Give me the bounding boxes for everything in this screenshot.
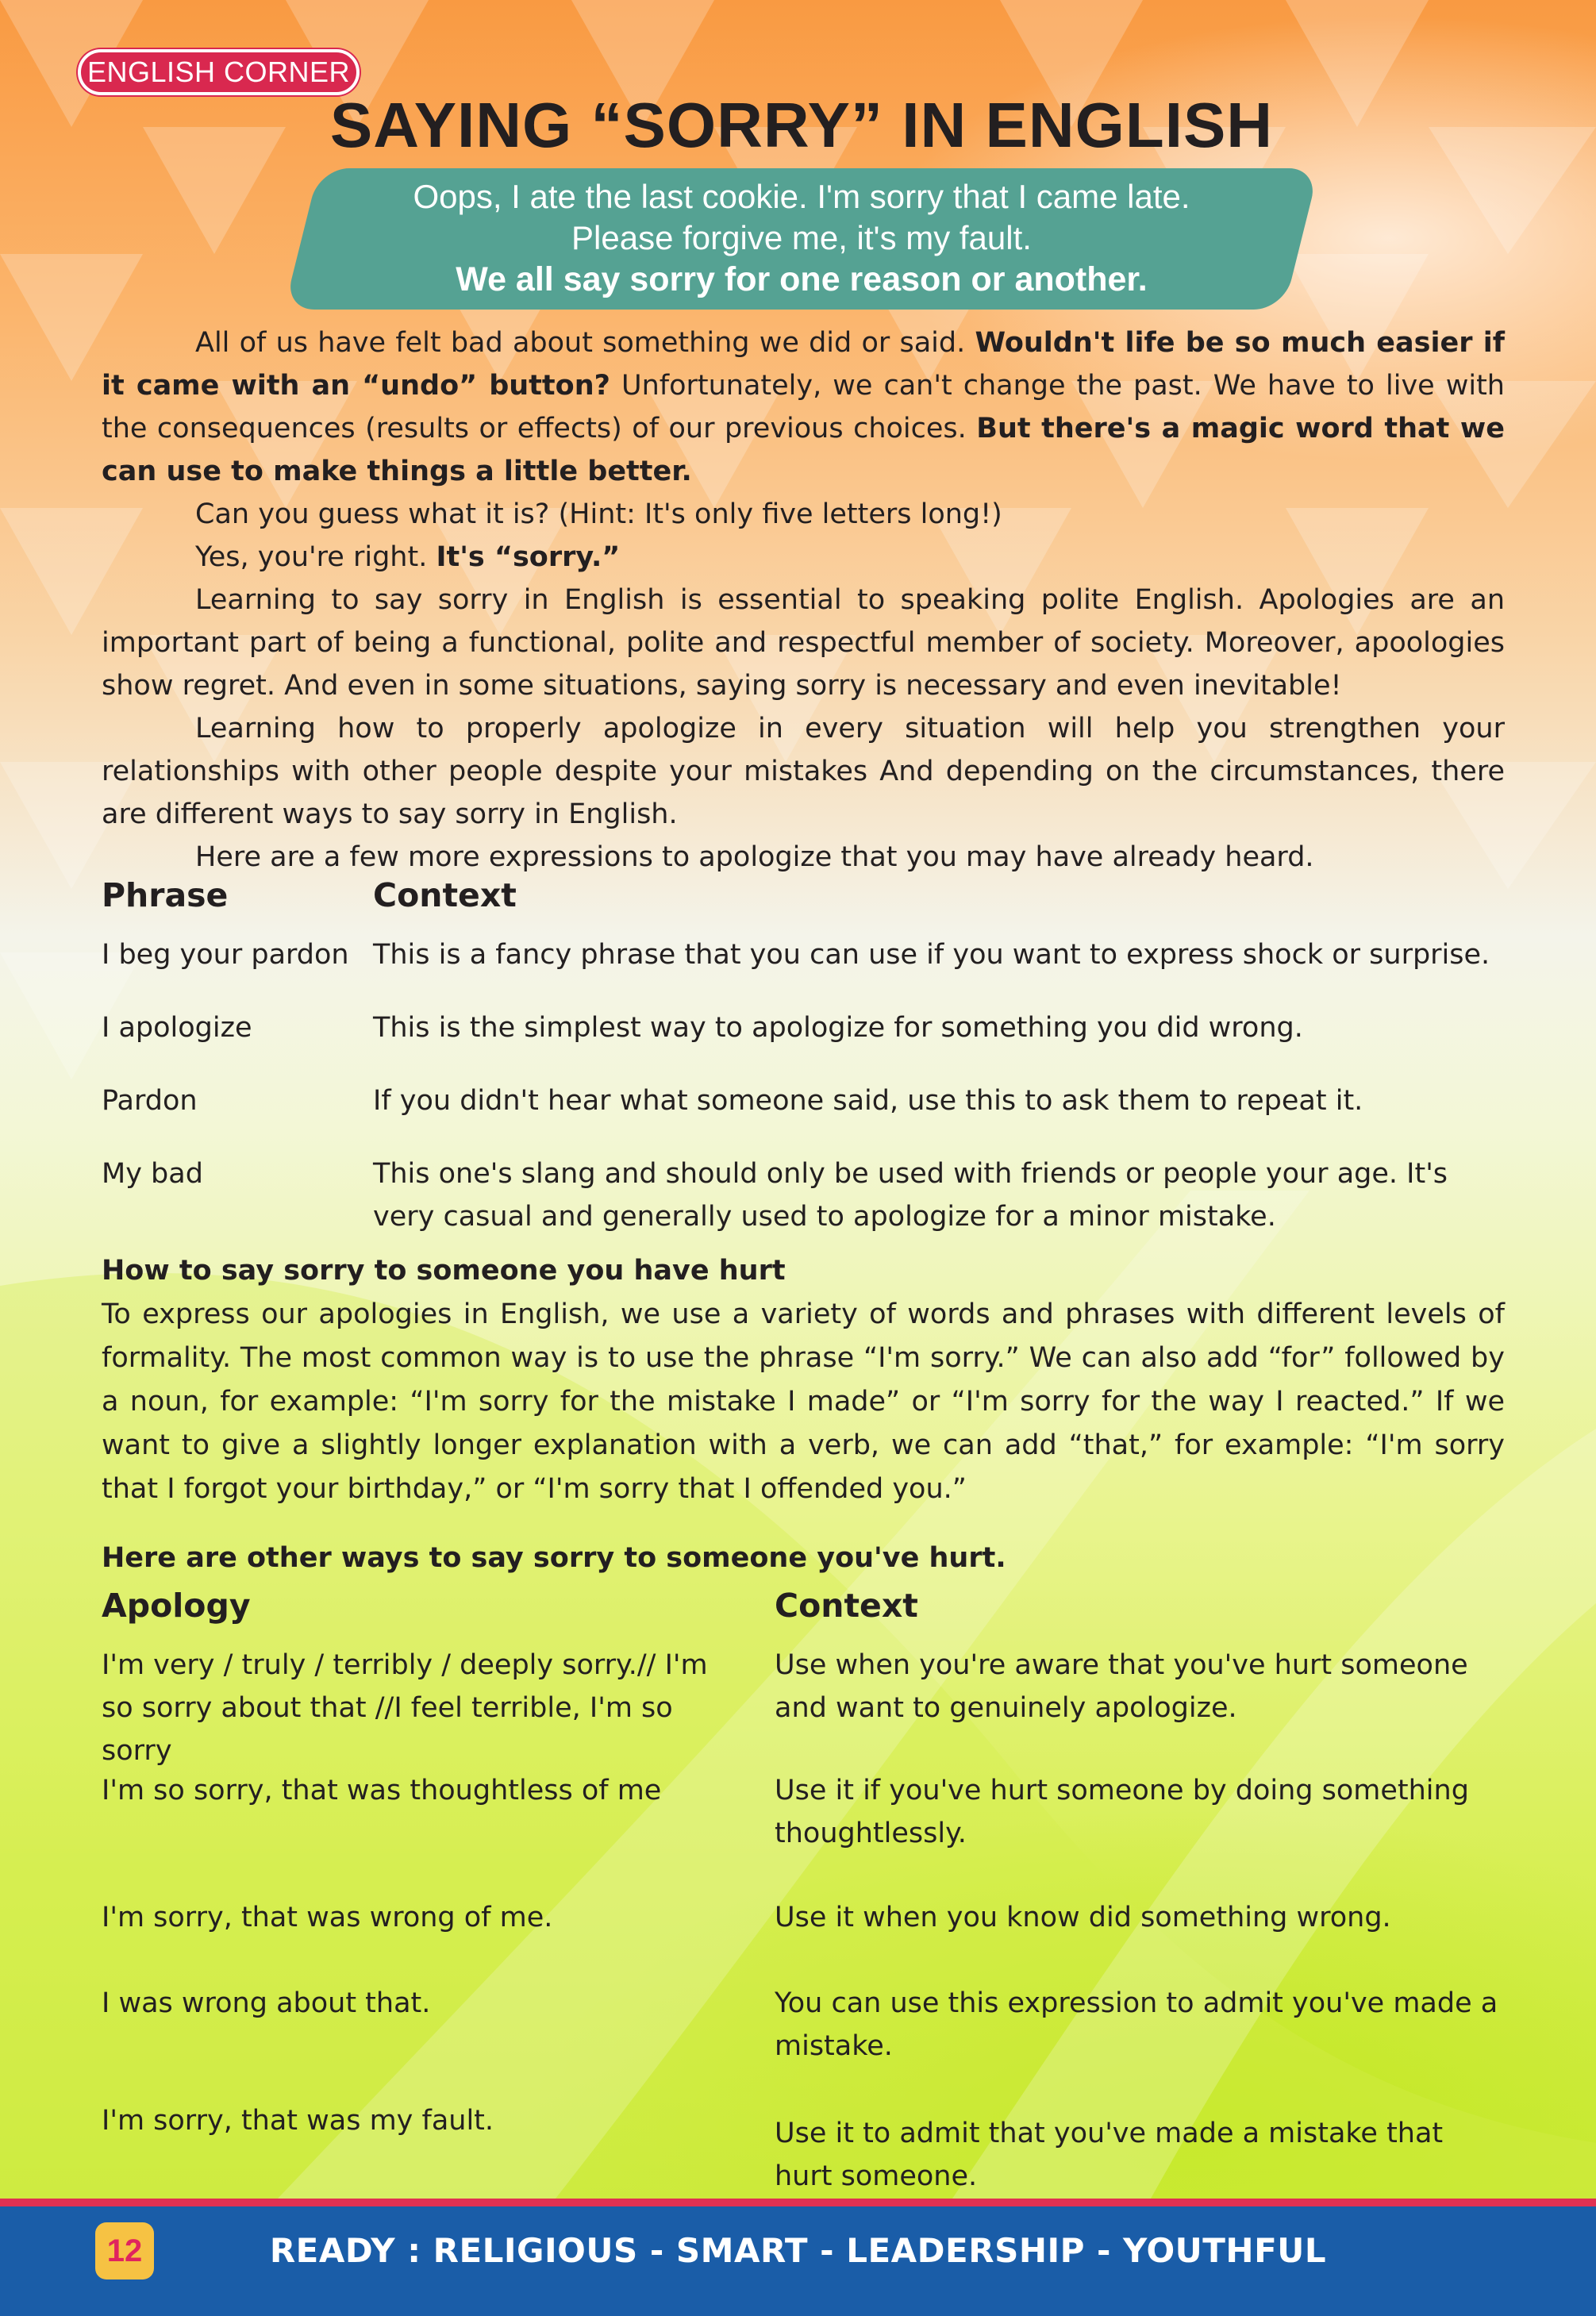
context-cell: Use it if you've hurt someone by doing something thoughtlessly. [775, 1775, 1469, 1849]
quote-banner-text [302, 176, 1302, 300]
context-cell: Use when you're aware that you've hurt someone and want to genuinely apologize. [775, 1649, 1468, 1724]
paragraph-1 [102, 321, 1505, 493]
text-span: All of us have felt bad about something we did or said. [195, 327, 975, 359]
page-number: 12 [95, 2222, 154, 2279]
phrase-cell: I apologize [102, 1012, 252, 1044]
page-title: SAYING “SORRY” IN ENGLISH [329, 90, 1274, 160]
banner-line-3: We all say sorry for one reason or another. [456, 260, 1148, 298]
apology-cell: I'm very / truly / terribly / deeply sorry.// I'm so sorry about that //I feel terrible, I'm so sorry [102, 1649, 708, 1767]
phrase-cell: My bad [102, 1158, 203, 1190]
context-cell: You can use this expression to admit you've made a mistake. [775, 1987, 1498, 2062]
other-ways-heading: Here are other ways to say sorry to someone you've hurt. [102, 1542, 1006, 1574]
text-span: Unfortunately, we can't change the past. We have to live with the consequences (results or effects) of our previous choices. [102, 370, 1505, 444]
apology-cell: I'm so sorry, that was thoughtless of me [102, 1775, 662, 1806]
how-to-heading: How to say sorry to someone you have hurt [102, 1255, 786, 1287]
paragraph-6: Here are a few more expressions to apologize that you may have already heard. [195, 841, 1314, 873]
section-badge: ENGLISH CORNER [78, 49, 360, 95]
paragraph-5: Learning how to properly apologize in every situation will help you strengthen your relationships with other people despite your mistakes And depending on the circumstances, there are different ways to say sorry in English. [102, 713, 1505, 830]
phrase-cell: Pardon [102, 1085, 198, 1117]
footer-motto: READY : RELIGIOUS - SMART - LEADERSHIP - YOUTHFUL [269, 2231, 1327, 2270]
context-cell: This is the simplest way to apologize for something you did wrong. [373, 1012, 1303, 1044]
table-header-phrase: Phrase [102, 876, 229, 914]
bold-span: But there's a magic word that we can use to make things a little better. [102, 413, 1505, 487]
phrase-cell: I beg your pardon [102, 939, 349, 971]
paragraph-4: Learning to say sorry in English is essential to speaking polite English. Apologies are an important part of being a functional, polite and respectful member of society. Moreover, apoologies show regret. And even in some situations, saying sorry is necessary and even inevitable! [102, 584, 1505, 702]
table-header-context: Context [373, 876, 517, 914]
apology-cell: I'm sorry, that was my fault. [102, 2105, 494, 2137]
apology-cell: I was wrong about that. [102, 1987, 431, 2019]
paragraph-3 [102, 536, 1505, 579]
context-cell: Use it when you know did something wrong. [775, 1902, 1391, 1933]
paragraph-2: Can you guess what it is? (Hint: It's only five letters long!) [195, 498, 1002, 530]
bold-span: It's “sorry.” [436, 541, 621, 573]
how-to-paragraph: To express our apologies in English, we use a variety of words and phrases with different levels of formality. The most common way is to use the phrase “I'm sorry.” We can also add “for” followed by a noun, for example: “I'm sorry for the mistake I made” or “I'm sorry for the way I reacted.” If we want to give a slightly longer explanation with a verb, we can add “that,” for example: “I'm sorry that I forgot your birthday,” or “I'm sorry that I offended you.” [102, 1298, 1505, 1505]
bold-span: Wouldn't life be so much easier if it came with an “undo” button? [102, 327, 1505, 402]
footer-stripe [0, 2199, 1596, 2206]
how-to-section [102, 1249, 1505, 1580]
context-cell: Use it to admit that you've made a mistake that hurt someone. [775, 2118, 1444, 2192]
text-span: Yes, you're right. [195, 541, 436, 573]
banner-line-2: Please forgive me, it's my fault. [571, 219, 1032, 256]
apology-cell: I'm sorry, that was wrong of me. [102, 1902, 553, 1933]
banner-line-1: Oops, I ate the last cookie. I'm sorry that I came late. [413, 178, 1190, 215]
context-cell: If you didn't hear what someone said, use this to ask them to repeat it. [373, 1085, 1363, 1117]
context-cell: This is a fancy phrase that you can use if you want to express shock or surprise. [373, 939, 1490, 971]
intro-text [102, 321, 1505, 879]
context-cell: This one's slang and should only be used with friends or people your age. It's very casual and generally used to apologize for a minor mistake. [373, 1158, 1448, 1233]
table-header-context: Context [775, 1587, 918, 1625]
table-header-apology: Apology [102, 1587, 251, 1625]
